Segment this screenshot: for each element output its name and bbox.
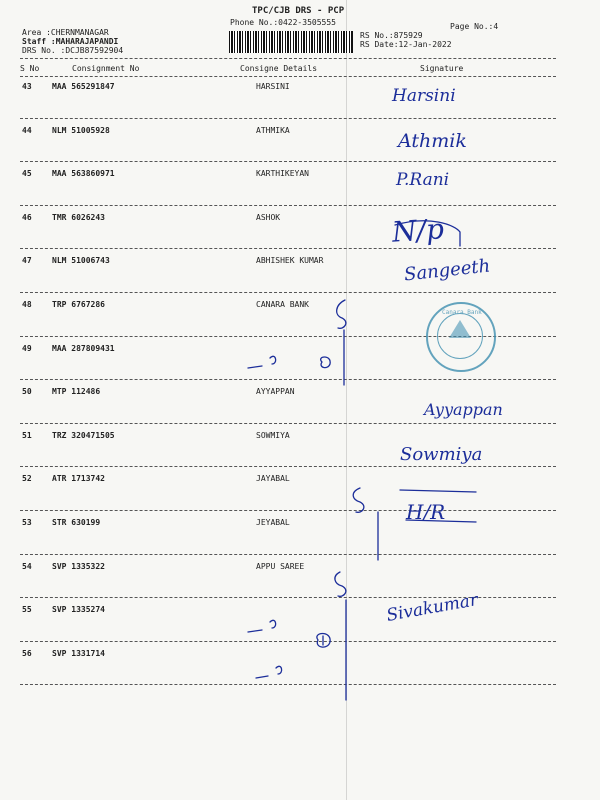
row-consignment-number: SVP 1335322 xyxy=(52,561,105,571)
column-consignment: Consignment No xyxy=(72,64,140,73)
row-consignment-number: SVP 1335274 xyxy=(52,605,105,615)
row-consignment-number: SVP 1331714 xyxy=(52,648,105,658)
phone-number: Phone No.:0422-3505555 xyxy=(230,18,336,27)
signature-row-45: P.Rani xyxy=(396,170,450,190)
row-consignee-name: ABHISHEK KUMAR xyxy=(256,256,324,266)
column-signature: Signature xyxy=(420,64,464,73)
row-consignment-number: NLM 51006743 xyxy=(52,256,110,266)
row-consignment-number: MAA 287809431 xyxy=(52,343,115,353)
signature-row-52: H/R xyxy=(406,500,446,524)
signature-row-47: Sangeeth xyxy=(403,255,492,286)
row-consignee-name: CANARA BANK xyxy=(256,300,309,309)
column-sno: S No xyxy=(20,64,40,73)
row-consignment-number: TMR 6026243 xyxy=(52,212,105,222)
signature-row-46: N/p xyxy=(390,212,445,249)
row-consignment-number: NLM 51005928 xyxy=(52,125,110,135)
staff-label: Staff :MAHARAJAPANDI xyxy=(22,37,119,46)
row-serial-number: 50 xyxy=(22,387,32,397)
signature-row-50: Ayyappan xyxy=(424,400,503,419)
page-number: Page No.:4 xyxy=(450,22,499,31)
signature-row-55: Sivakumar xyxy=(384,590,480,626)
row-consignment-number: MAA 565291847 xyxy=(52,82,115,91)
row-serial-number: 43 xyxy=(22,82,32,91)
row-serial-number: 46 xyxy=(22,212,32,222)
row-consignment-number: MTP 112486 xyxy=(52,387,101,397)
row-consignee-name: ATHMIKA xyxy=(256,125,290,135)
row-serial-number: 48 xyxy=(22,300,32,309)
row-consignment-number: MAA 563860971 xyxy=(52,169,115,179)
row-serial-number: 52 xyxy=(22,474,32,484)
row-serial-number: 45 xyxy=(22,169,32,179)
area-label: Area :CHERNMANAGAR xyxy=(22,28,109,37)
row-serial-number: 56 xyxy=(22,648,32,658)
row-consignee-name: JAYABAL xyxy=(256,474,290,484)
row-consignee-name: SOWMIYA xyxy=(256,430,290,440)
document-title: TPC/CJB DRS - PCP xyxy=(252,6,345,16)
rs-date: RS Date:12-Jan-2022 xyxy=(360,40,452,49)
row-consignee-name: ASHOK xyxy=(256,212,281,222)
row-consignee-name: KARTHIKEYAN xyxy=(256,169,309,179)
row-consignment-number: TRP 6767286 xyxy=(52,300,105,309)
row-serial-number: 53 xyxy=(22,518,32,527)
rs-number: RS No.:875929 xyxy=(360,31,423,40)
row-consignee-name: AYYAPPAN xyxy=(256,387,295,397)
stamp-text: Canara Bank xyxy=(442,309,482,316)
row-consignee-name: HARSINI xyxy=(256,82,290,91)
row-serial-number: 44 xyxy=(22,125,32,135)
row-serial-number: 47 xyxy=(22,256,32,266)
row-consignee-name: JEYABAL xyxy=(256,518,290,527)
row-consignee-name: APPU SAREE xyxy=(256,561,305,571)
row-consignment-number: TRZ 320471505 xyxy=(52,430,115,440)
signature-row-51: Sowmiya xyxy=(400,444,483,465)
drs-number: DRS No. :DCJB87592904 xyxy=(22,46,124,55)
column-consignee: Consigne Details xyxy=(240,64,318,73)
row-serial-number: 51 xyxy=(22,430,32,440)
row-serial-number: 49 xyxy=(22,343,32,353)
signature-row-43: Harsini xyxy=(392,86,456,106)
row-serial-number: 55 xyxy=(22,605,32,615)
row-consignment-number: STR 630199 xyxy=(52,518,101,527)
row-serial-number: 54 xyxy=(22,561,32,571)
signature-row-44: Athmik xyxy=(398,130,467,152)
row-consignment-number: ATR 1713742 xyxy=(52,474,105,484)
